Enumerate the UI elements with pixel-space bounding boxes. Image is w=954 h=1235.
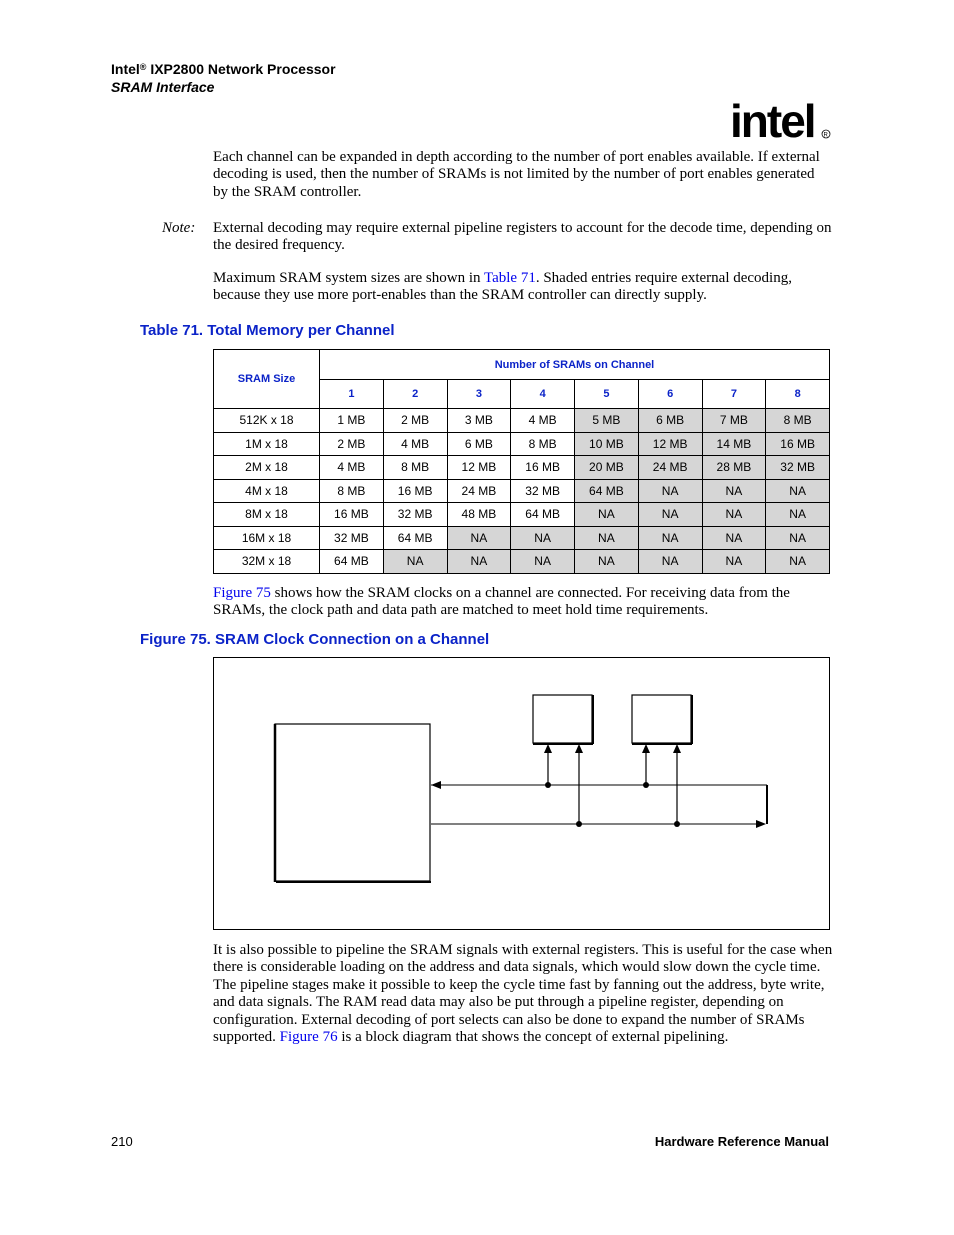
memory-cell: 20 MB [575, 456, 639, 480]
memory-cell: NA [766, 479, 830, 503]
sram-size-cell: 4M x 18 [214, 479, 320, 503]
paragraph-clock-connection-text: shows how the SRAM clocks on a channel are connected. For receiving data from the SRAMs, the clock path and data path are matched to meet hold time requirements. [213, 585, 790, 619]
memory-cell: 8 MB [383, 456, 447, 480]
table-row [214, 550, 830, 574]
memory-cell: 16 MB [766, 432, 830, 456]
memory-cell: 4 MB [320, 456, 384, 480]
memory-cell: 4 MB [383, 432, 447, 456]
table-row [214, 503, 830, 527]
memory-cell: 12 MB [447, 456, 511, 480]
memory-cell: 14 MB [702, 432, 766, 456]
intel-logo [730, 92, 835, 152]
intel-logo-wordmark: intel [730, 95, 815, 147]
memory-cell: 2 MB [383, 409, 447, 433]
paragraph-pipelining-text: It is also possible to pipeline the SRAM signals with external registers. This is useful for the case when there is considerable loading on the address and data signals, which would slow down the cycle time. The pipeline stages make it possible to keep the cycle time fast by fanning out the address, byte write, and data signals. The RAM read data may also be put through a pipeline register, depending on configuration. External decoding of port selects can also be done to expand the number of SRAMs supported. [213, 942, 833, 1046]
column-header: 1 [320, 380, 384, 409]
column-header: 3 [447, 380, 511, 409]
memory-cell: 16 MB [383, 479, 447, 503]
note-text: External decoding may require external pipeline registers to account for the decode time, depending on the desired frequency. [213, 220, 832, 254]
memory-cell: NA [638, 479, 702, 503]
memory-cell: NA [638, 526, 702, 550]
memory-cell: 24 MB [447, 479, 511, 503]
figure-75-link[interactable]: Figure 75 [213, 585, 271, 601]
paragraph-max-sizes-text-2: . Shaded entries require external decoding, because they use more port-enables than the SRAM controller can directly supply. [213, 270, 792, 304]
memory-cell: 32 MB [383, 503, 447, 527]
memory-cell: 12 MB [638, 432, 702, 456]
memory-cell: NA [447, 550, 511, 574]
memory-cell: 64 MB [575, 479, 639, 503]
memory-cell: 8 MB [320, 479, 384, 503]
memory-cell: NA [575, 503, 639, 527]
paragraph-max-sizes [213, 270, 833, 305]
memory-cell: 4 MB [511, 409, 575, 433]
memory-cell: 8 MB [511, 432, 575, 456]
memory-cell: 32 MB [511, 479, 575, 503]
memory-cell: 7 MB [702, 409, 766, 433]
column-header: 4 [511, 380, 575, 409]
total-memory-table [213, 349, 830, 574]
sram-block-1 [533, 695, 592, 743]
memory-cell: 6 MB [638, 409, 702, 433]
table-row [214, 456, 830, 480]
paragraph-clock-connection [213, 585, 833, 620]
memory-cell: NA [638, 550, 702, 574]
table-row [214, 526, 830, 550]
memory-cell: NA [702, 503, 766, 527]
memory-cell: 3 MB [447, 409, 511, 433]
figure-caption: Figure 75. SRAM Clock Connection on a Channel [140, 631, 490, 648]
memory-cell: NA [383, 550, 447, 574]
note-label: Note: [162, 220, 196, 236]
memory-cell: 8 MB [766, 409, 830, 433]
controller-block [275, 724, 430, 881]
header-brand: Intel [111, 61, 140, 77]
table-row [214, 479, 830, 503]
running-header-section: SRAM Interface [111, 79, 215, 95]
memory-cell: 10 MB [575, 432, 639, 456]
sram-size-cell: 2M x 18 [214, 456, 320, 480]
memory-cell: 5 MB [575, 409, 639, 433]
memory-cell: 24 MB [638, 456, 702, 480]
memory-cell: 64 MB [320, 550, 384, 574]
memory-cell: NA [702, 550, 766, 574]
sram-size-cell: 1M x 18 [214, 432, 320, 456]
memory-cell: 48 MB [447, 503, 511, 527]
memory-cell: NA [766, 526, 830, 550]
sram-size-cell: 512K x 18 [214, 409, 320, 433]
page-number: 210 [111, 1134, 133, 1149]
svg-text:R: R [823, 132, 828, 139]
memory-cell: NA [575, 526, 639, 550]
header-product: IXP2800 Network Processor [150, 61, 336, 77]
memory-cell: NA [766, 550, 830, 574]
memory-cell: NA [638, 503, 702, 527]
column-header: 2 [383, 380, 447, 409]
column-header: 8 [766, 380, 830, 409]
table-body [214, 409, 830, 574]
memory-cell: 64 MB [383, 526, 447, 550]
table-caption: Table 71. Total Memory per Channel [140, 322, 395, 339]
running-header-title [111, 60, 336, 78]
figure-76-link[interactable]: Figure 76 [279, 1029, 338, 1046]
memory-cell: NA [702, 526, 766, 550]
clock-connection-diagram [214, 658, 829, 929]
column-header: 6 [638, 380, 702, 409]
sram-block-2 [632, 695, 691, 743]
table-row [214, 432, 830, 456]
memory-cell: 1 MB [320, 409, 384, 433]
paragraph-port-enables: Each channel can be expanded in depth according to the number of port enables available. If external decoding is used, then the number of SRAMs is not limited by the number of port enables generated by the SRAM controller. [213, 149, 820, 200]
srams-count-header: Number of SRAMs on Channel [320, 350, 830, 380]
sram-size-cell: 8M x 18 [214, 503, 320, 527]
footer-manual-title: Hardware Reference Manual [654, 1134, 829, 1149]
paragraph-max-sizes-text: Maximum SRAM system sizes are shown in [213, 270, 484, 286]
paragraph-pipelining [213, 942, 833, 1046]
column-header: 7 [702, 380, 766, 409]
memory-cell: NA [575, 550, 639, 574]
memory-cell: 32 MB [320, 526, 384, 550]
memory-cell: 32 MB [766, 456, 830, 480]
sram-size-cell: 16M x 18 [214, 526, 320, 550]
memory-cell: 64 MB [511, 503, 575, 527]
memory-cell: 28 MB [702, 456, 766, 480]
table-71-link[interactable]: Table 71 [483, 270, 536, 286]
sram-size-cell: 32M x 18 [214, 550, 320, 574]
memory-cell: 6 MB [447, 432, 511, 456]
table-row [214, 409, 830, 433]
figure-box [213, 657, 830, 930]
sram-size-header: SRAM Size [214, 350, 320, 409]
memory-cell: NA [766, 503, 830, 527]
paragraph-pipelining-text-2: is a block diagram that shows the concept of external pipelining. [337, 1029, 729, 1046]
memory-cell: NA [511, 526, 575, 550]
column-header: 5 [575, 380, 639, 409]
registered-mark: ® [139, 62, 147, 72]
memory-cell: 16 MB [511, 456, 575, 480]
memory-cell: NA [702, 479, 766, 503]
memory-cell: NA [511, 550, 575, 574]
memory-cell: 2 MB [320, 432, 384, 456]
memory-cell: 16 MB [320, 503, 384, 527]
memory-cell: NA [447, 526, 511, 550]
